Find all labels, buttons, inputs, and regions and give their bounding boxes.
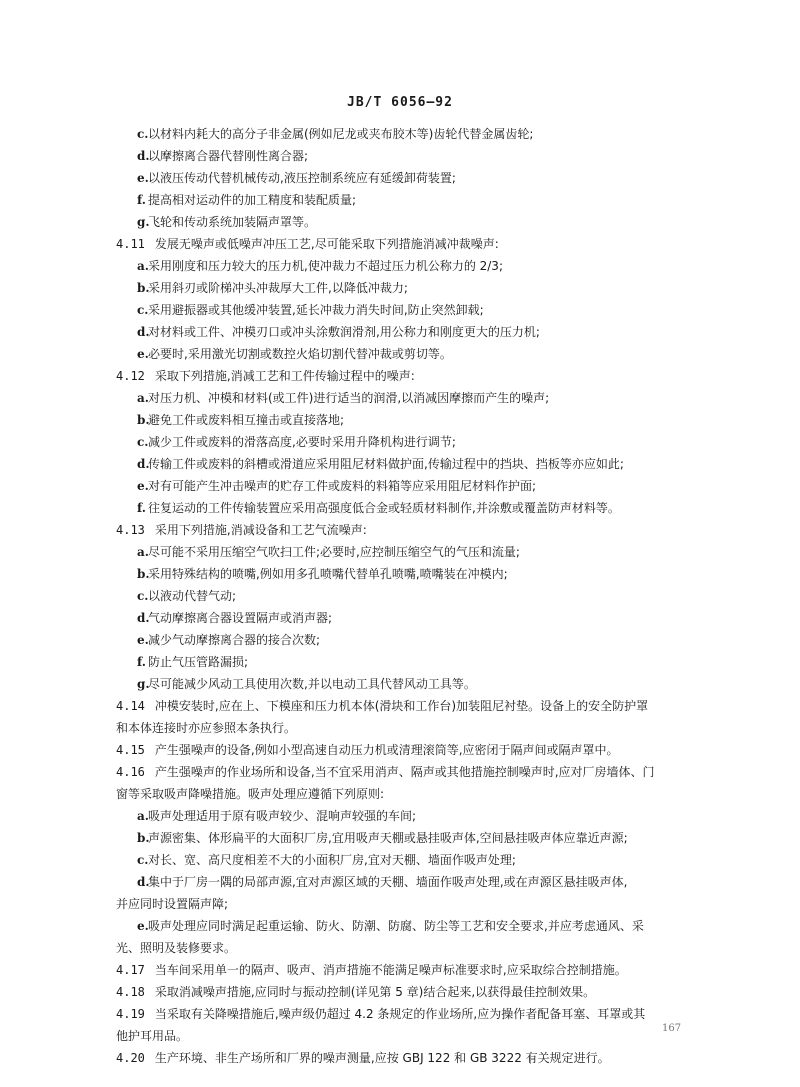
- list-item: [120, 343, 690, 365]
- clause-number: 4.11: [116, 237, 145, 251]
- list-item: [120, 871, 690, 893]
- list-item-text: 集中于厂房一隅的局部声源,宜对声源区域的天棚、墙面作吸声处理,或在声源区悬挂吸声体,: [148, 875, 628, 889]
- list-item-label: e.: [137, 919, 149, 933]
- list-item-text: 吸声处理适用于原有吸声较少、混响声较强的车间;: [148, 809, 417, 823]
- list-item: [120, 805, 690, 827]
- list-item-text: 采用刚度和压力较大的压力机,使冲裁力不超过压力机公称力的 2/3;: [148, 259, 503, 273]
- continuation-line: 和本体连接时亦应参照本条执行。: [116, 721, 297, 735]
- list-item-text: 气动摩擦离合器设置隔声或消声器;: [148, 611, 333, 625]
- list-item-text: 对长、宽、高尺度相差不大的小面积厂房,宜对天棚、墙面作吸声处理;: [148, 853, 516, 867]
- list-item-label: d.: [137, 457, 150, 471]
- section-clause: [116, 695, 690, 717]
- list-item-label: d.: [137, 325, 150, 339]
- list-item-text: 吸声处理应同时满足起重运输、防火、防潮、防腐、防尘等工艺和安全要求,并应考虑通风、采: [148, 919, 644, 933]
- section-clause: [116, 233, 690, 255]
- list-item-label: a.: [137, 259, 149, 273]
- section-clause: [116, 1003, 690, 1025]
- list-item-text: 以液压传动代替机械传动,液压控制系统应有延缓卸荷装置;: [148, 171, 456, 185]
- section-clause: [116, 981, 690, 1003]
- clause-number: 4.16: [116, 765, 145, 779]
- list-item: [120, 145, 690, 167]
- list-item: [120, 123, 690, 145]
- clause-text: 发展无噪声或低噪声冲压工艺,尽可能采取下列措施消减冲裁噪声:: [154, 237, 499, 251]
- list-item-text: 防止气压管路漏损;: [148, 655, 249, 669]
- list-item-label: d.: [137, 611, 150, 625]
- list-item-text: 尽可能不采用压缩空气吹扫工件;必要时,应控制压缩空气的气压和流量;: [148, 545, 520, 559]
- list-item: [120, 497, 690, 519]
- list-item-label: b.: [137, 831, 150, 845]
- list-item-text: 减少气动摩擦离合器的接合次数;: [148, 633, 321, 647]
- continuation-line: 并应同时设置隔声障;: [116, 897, 229, 911]
- list-item: [120, 849, 690, 871]
- clause-text: 产生强噪声的设备,例如小型高速自动压力机或清理滚筒等,应密闭于隔声间或隔声罩中。: [154, 743, 619, 757]
- list-item-label: e.: [137, 171, 149, 185]
- list-item-label: e.: [137, 347, 149, 361]
- list-item-label: c.: [137, 853, 149, 867]
- list-item-label: f.: [137, 501, 146, 515]
- clause-number: 4.14: [116, 699, 145, 713]
- list-item-text: 采用避振器或其他缓冲装置,延长冲裁力消失时间,防止突然卸载;: [148, 303, 484, 317]
- page-number: 167: [662, 1023, 682, 1034]
- list-item: [120, 211, 690, 233]
- list-item: [120, 915, 690, 937]
- list-item-text: 尽可能减少风动工具使用次数,并以电动工具代替风动工具等。: [148, 677, 476, 691]
- list-item: [120, 431, 690, 453]
- list-item-label: e.: [137, 479, 149, 493]
- list-item-text: 对有可能产生冲击噪声的贮存工件或废料的料箱等应采用阻尼材料作护面;: [148, 479, 537, 493]
- list-item: [120, 629, 690, 651]
- clause-number: 4.20: [116, 1051, 145, 1065]
- list-item-label: b.: [137, 281, 150, 295]
- clause-text: 当采取有关降噪措施后,噪声级仍超过 4.2 条规定的作业场所,应为操作者配备耳塞、耳罩或其: [154, 1007, 646, 1021]
- list-item-label: c.: [137, 127, 149, 141]
- document-body: [116, 123, 690, 1069]
- list-item-label: c.: [137, 435, 149, 449]
- list-item-label: f.: [137, 193, 146, 207]
- list-item-label: a.: [137, 545, 149, 559]
- list-item-text: 以材料内耗大的高分子非金属(例如尼龙或夹布胶木等)齿轮代替金属齿轮;: [148, 127, 534, 141]
- list-item-label: g.: [137, 677, 150, 691]
- list-item-label: c.: [137, 589, 149, 603]
- list-item: [120, 387, 690, 409]
- continuation-line: 他护耳用品。: [116, 1029, 189, 1043]
- section-clause: [116, 739, 690, 761]
- list-item-label: a.: [137, 391, 149, 405]
- list-item-label: b.: [137, 413, 150, 427]
- document-header: JB/T 6056—92: [347, 95, 453, 110]
- section-clause: [116, 959, 690, 981]
- section-clause: [116, 1047, 690, 1069]
- list-item: [120, 673, 690, 695]
- list-item-label: d.: [137, 875, 150, 889]
- list-item-label: a.: [137, 809, 149, 823]
- list-item-label: b.: [137, 567, 150, 581]
- list-item-label: g.: [137, 215, 150, 229]
- list-item-label: f.: [137, 655, 146, 669]
- list-item: [120, 277, 690, 299]
- list-item-text: 采用特殊结构的喷嘴,例如用多孔喷嘴代替单孔喷嘴,喷嘴装在冲模内;: [148, 567, 508, 581]
- list-item-text: 减少工件或废料的滑落高度,必要时采用升降机构进行调节;: [148, 435, 456, 449]
- clause-number: 4.15: [116, 743, 145, 757]
- continuation-line: 光、照明及装修要求。: [116, 941, 237, 955]
- list-item: [120, 607, 690, 629]
- list-item: [120, 321, 690, 343]
- clause-text: 采取下列措施,消减工艺和工件传输过程中的噪声:: [154, 369, 415, 383]
- list-item-text: 提高相对运动件的加工精度和装配质量;: [148, 193, 357, 207]
- clause-text: 采用下列措施,消减设备和工艺气流噪声:: [154, 523, 367, 537]
- list-item-text: 对材料或工件、冲模刃口或冲头涂敷润滑剂,用公称力和刚度更大的压力机;: [148, 325, 540, 339]
- clause-number: 4.12: [116, 369, 145, 383]
- list-item: [120, 563, 690, 585]
- list-item: [120, 827, 690, 849]
- list-item: [120, 475, 690, 497]
- clause-number: 4.17: [116, 963, 145, 977]
- list-item-text: 声源密集、体形扁平的大面积厂房,宜用吸声天棚或悬挂吸声体,空间悬挂吸声体应靠近声源;: [148, 831, 628, 845]
- list-item-label: d.: [137, 149, 150, 163]
- list-item-label: c.: [137, 303, 149, 317]
- list-item-text: 以摩擦离合器代替刚性离合器;: [148, 149, 309, 163]
- list-item-text: 传输工件或废料的斜槽或滑道应采用阻尼材料做护面,传输过程中的挡块、挡板等亦应如此;: [148, 457, 624, 471]
- list-item-text: 避免工件或废料相互撞击或直接落地;: [148, 413, 345, 427]
- clause-text: 产生强噪声的作业场所和设备,当不宜采用消声、隔声或其他措施控制噪声时,应对厂房墙体、门: [154, 765, 655, 779]
- section-clause: [116, 761, 690, 783]
- list-item-text: 以液动代替气动;: [148, 589, 237, 603]
- list-item-text: 往复运动的工件传输装置应采用高强度低合金或轻质材料制作,并涂敷或覆盖防声材料等。: [148, 501, 620, 515]
- clause-text: 冲模安装时,应在上、下模座和压力机本体(滑块和工作台)加装阻尼衬垫。设备上的安全防护罩: [154, 699, 649, 713]
- list-item-label: e.: [137, 633, 149, 647]
- clause-text: 当车间采用单一的隔声、吸声、消声措施不能满足噪声标准要求时,应采取综合控制措施。: [154, 963, 627, 977]
- list-item: [120, 541, 690, 563]
- list-item: [120, 651, 690, 673]
- list-item-text: 对压力机、冲模和材料(或工件)进行适当的润滑,以消减因摩擦而产生的噪声;: [148, 391, 550, 405]
- list-item-text: 必要时,采用激光切割或数控火焰切割代替冲裁或剪切等。: [148, 347, 452, 361]
- list-item: [120, 299, 690, 321]
- clause-text: 采取消减噪声措施,应同时与振动控制(详见第 5 章)结合起来,以获得最佳控制效果。: [154, 985, 596, 999]
- section-clause: [116, 365, 690, 387]
- continuation-line: 窗等采取吸声降噪措施。吸声处理应遵循下列原则:: [116, 787, 385, 801]
- list-item: [120, 585, 690, 607]
- binding-mark: [530, 1052, 541, 1064]
- list-item-text: 采用斜刃或阶梯冲头冲裁厚大工件,以降低冲裁力;: [148, 281, 408, 295]
- clause-number: 4.13: [116, 523, 145, 537]
- list-item: [120, 453, 690, 475]
- list-item-text: 飞轮和传动系统加装隔声罩等。: [148, 215, 317, 229]
- clause-text: 生产环境、非生产场所和厂界的噪声测量,应按 GBJ 122 和 GB 3222 有关规定进行。: [154, 1051, 610, 1065]
- list-item: [120, 167, 690, 189]
- clause-number: 4.18: [116, 985, 145, 999]
- list-item: [120, 255, 690, 277]
- clause-number: 4.19: [116, 1007, 145, 1021]
- section-clause: [116, 519, 690, 541]
- list-item: [120, 189, 690, 211]
- list-item: [120, 409, 690, 431]
